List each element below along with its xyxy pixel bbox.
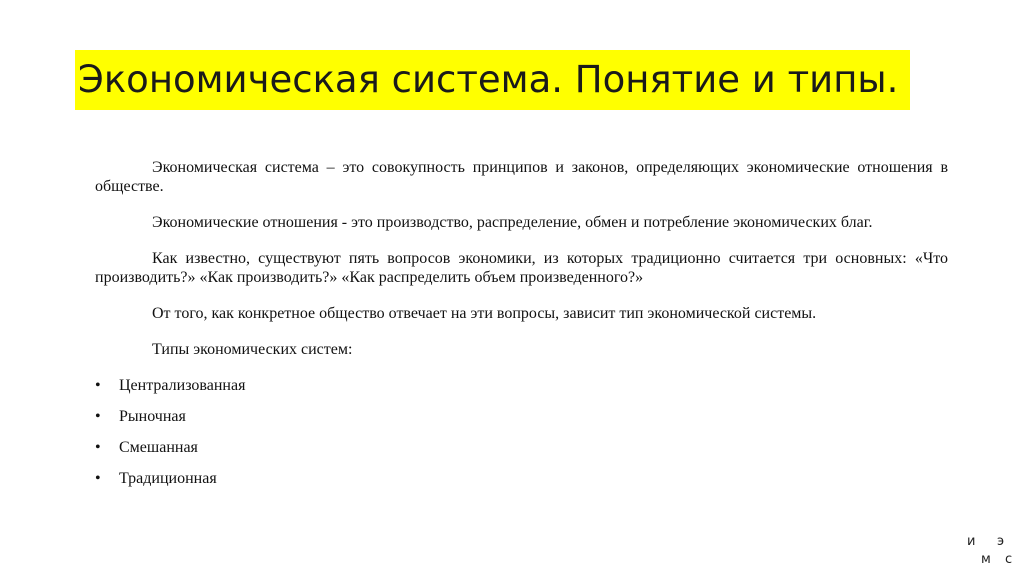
bullet-icon: • xyxy=(95,470,101,487)
paragraph-types-heading: Типы экономических систем: xyxy=(152,341,353,358)
slide-body xyxy=(95,158,948,500)
list-item-label: Централизованная xyxy=(119,377,246,394)
logo-letter: э xyxy=(997,534,1005,549)
types-list xyxy=(95,376,948,489)
logo-letter: и xyxy=(967,534,976,549)
slide-title: Экономическая система. Понятие и типы. xyxy=(78,58,899,101)
logo xyxy=(961,531,1017,571)
paragraph-questions: Как известно, существуют пять вопросов экономики, из которых традиционно считается три основных: «Что производить?» «Как производить?» «Как распределить объем произведенного?» xyxy=(95,250,948,286)
bullet-icon: • xyxy=(95,408,101,425)
paragraph-relations: Экономические отношения - это производство, распределение, обмен и потребление экономических благ. xyxy=(152,214,873,231)
bullet-icon: • xyxy=(95,439,101,456)
list-item xyxy=(95,438,948,458)
list-item-label: Традиционная xyxy=(119,470,217,487)
list-item-label: Рыночная xyxy=(119,408,186,425)
list-item-label: Смешанная xyxy=(119,439,198,456)
logo-letter: м xyxy=(981,552,991,567)
logo-letter: с xyxy=(1005,552,1013,567)
paragraph-definition: Экономическая система – это совокупность принципов и законов, определяющих экономические отношения в обществе. xyxy=(95,159,948,195)
list-item xyxy=(95,376,948,396)
paragraph-system-type: От того, как конкретное общество отвечает на эти вопросы, зависит тип экономической системы. xyxy=(152,305,817,322)
bullet-icon: • xyxy=(95,377,101,394)
list-item xyxy=(95,469,948,489)
list-item xyxy=(95,407,948,427)
